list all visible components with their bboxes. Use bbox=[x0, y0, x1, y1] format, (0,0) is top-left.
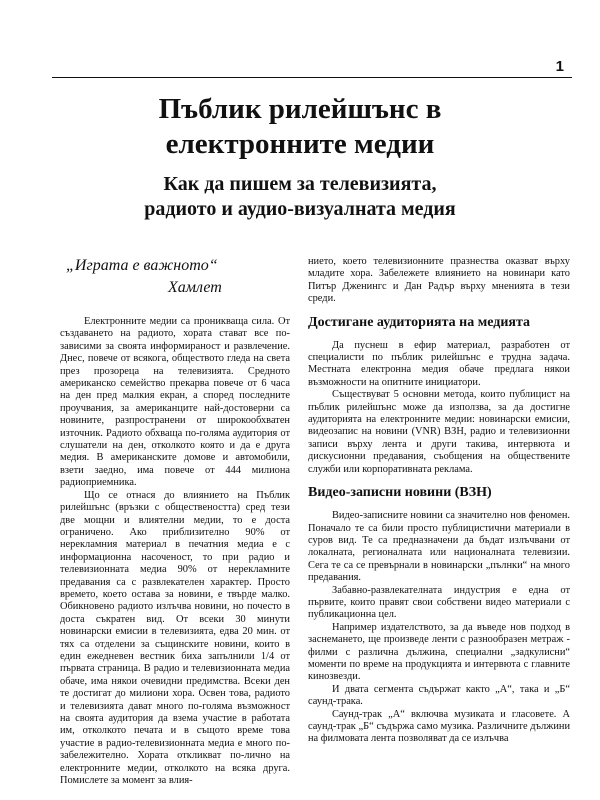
chapter-title-line-1: Пъблик рилейшънс в bbox=[158, 93, 442, 125]
epigraph-author: Хамлет bbox=[168, 279, 222, 296]
chapter-title bbox=[0, 92, 600, 162]
paragraph-continuation: нието, което телевизионните празнества оказват върху младите хора. Забележете влиянието на новинари като Питър Дженингс и Дан Радър върху мненията в тези среди. bbox=[308, 256, 570, 305]
paragraph: Електронните медии са проникваща сила. От създаването на радиото, хората стават все по-зависими за своята информираност и развлечение. Днес, повече от всякога, обществото гледа на света през прозореца на телевизията. Средното американско семейство прекарва повече от 6 часа на ден пред малкия екран, а според последните проучвания, за американците най-достоверни са новините, разпространени от широкообхватен източник. Радиото обхваща по-голяма аудитория от слушатели на ден, отколкото която и да е друга медия. В американските домове и автомобили, взети заедно, има повече от 444 милиона радиоприемника. bbox=[60, 316, 290, 489]
section-heading: Достигане аудиторията на медията bbox=[308, 314, 531, 330]
paragraph: И двата сегмента съдържат както „А“, така и „Б“ саунд-трака. bbox=[308, 683, 570, 708]
chapter-subtitle-line-1: Как да пишем за телевизията, bbox=[163, 173, 437, 195]
chapter-subtitle bbox=[0, 172, 600, 222]
paragraph: Съществуват 5 основни метода, които публицист на пъблик рилейшънс може да използва, за да достигне аудиторията на електронните медии: новинарски емисии, видеозапис на новини (VNR) ВЗН, радио и телевизионни записи върху лента и други такива, интервюта и дискусионни предавания, съобщения на обществените служби или корпоративната реклама. bbox=[308, 389, 570, 475]
chapter-subtitle-line-2: радиото и аудио-визуалната медия bbox=[144, 198, 456, 220]
section-heading: Видео-записни новини (ВЗН) bbox=[308, 485, 492, 501]
epigraph-quote: „Играта е важното“ bbox=[66, 257, 218, 274]
paragraph: Например издателството, за да въведе нов подход в заснемането, ще произведе ленти с разнообразен метраж - филми с различна дължина, специални „задкулисни“ моменти по време на продукцията и интервюта с главните кинозвезди. bbox=[308, 621, 570, 683]
page-number: 1 bbox=[555, 58, 564, 75]
right-column bbox=[308, 256, 570, 746]
left-column bbox=[60, 256, 290, 787]
header-rule bbox=[52, 77, 572, 78]
paragraph: Да пуснеш в ефир материал, разработен от специалисти по пъблик рилейшънс е трудна задача. Местната електронна медия обаче предлага някои възможности на опитните инициатори. bbox=[308, 339, 570, 388]
chapter-title-line-2: електронните медии bbox=[165, 128, 435, 160]
paragraph: Що се отнася до влиянието на Пъблик рилейшънс (връзки с обществеността) сред тези двe мощни и влиятелни медии, то е доста ограничено. Ако приблизително 90% от нерекламния материал в печатния медиа е с информационна насоченост, то при радио и телевизионната медиа 90% от нерекламните предавания са с развлекателен характер. Просто времето, което остава за новини, е твърде малко. Обикновено радиото излъчва новини, но почесто в доста съкратен вид. От всеки 30 минути новинарски емисии в телевизията, едва 20 мин. от тях са отделени за същинските новини, които в един ежедневен вестник биха запълнили 1/4 от първата страница. В радио и телевизионната медиа обаче, има някои очевидни предимства. Всеки ден те достигат до милиони хора. Освен това, радиото и телевизията дават много по-голяма възможност на своята аудитория да взема участие в работата им, отколкото печата и в същото време това участие в радио-телевизионната медиа е много по-забележително. Хората откликват по-лично на електронните медии, отколкото на всяка друга. Помислете за момент за влия- bbox=[60, 489, 290, 787]
paragraph: Забавно-развлекателната индустрия е една от първите, които правят свои собствени видео материали с публикационна цел. bbox=[308, 584, 570, 621]
paragraph: Саунд-трак „А“ включва музиката и гласовете. А саунд-трак „Б“ съдържа само музика. Различните дължини на филмовата лента позволяват да се излъчва bbox=[308, 708, 570, 745]
paragraph: Видео-записните новини са значително нов феномен. Поначало те са били просто публицистични материали в суров вид. Те са предназначени да бъдат излъчвани от локалната, регионалната или националната телевизии. Сега те са се превърнали в новинарски „пълнки“ на много предавания. bbox=[308, 510, 570, 584]
